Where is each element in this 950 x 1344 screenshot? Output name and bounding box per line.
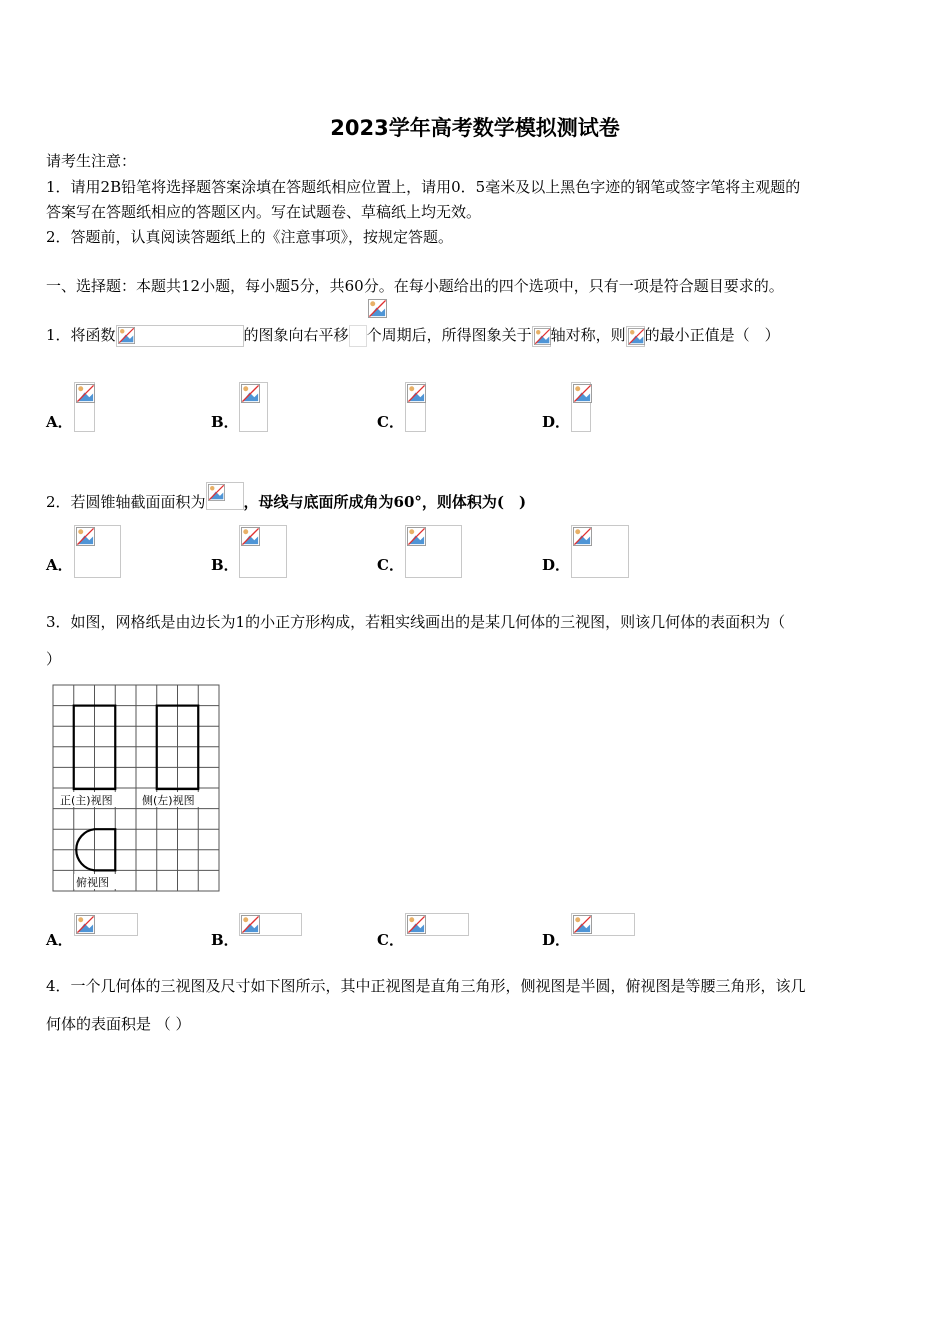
- q3-option-b-image: [239, 913, 302, 936]
- question-4: 4．一个几何体的三视图及尺寸如下图所示，其中正视图是直角三角形，侧视图是半圆，俯视图是等腰三角形，该几: [46, 977, 806, 995]
- q3-option-d-label: D．: [542, 931, 571, 949]
- q1-option-c-label: C．: [377, 413, 404, 431]
- q1-text-1: 1．将函数: [46, 326, 116, 344]
- broken-image-icon: [407, 384, 426, 403]
- q2-option-d-image: [571, 525, 629, 578]
- section-heading: 一、选择题：本题共12小题，每小题5分，共60分。在每小题给出的四个选项中，只有一项是符合题目要求的。: [46, 277, 784, 295]
- notice-item-2: 2．答题前，认真阅读答题纸上的《注意事项》，按规定答题。: [46, 228, 454, 246]
- q1-option-a-label: A．: [46, 413, 73, 431]
- q2-option-c-label: C．: [377, 556, 404, 574]
- broken-image-icon: [76, 527, 95, 546]
- broken-image-icon: [628, 328, 645, 345]
- broken-image-icon: [573, 384, 592, 403]
- question-3: 3．如图，网格纸是由边长为1的小正方形构成，若粗实线画出的是某几何体的三视图，则该几何体的表面积为（: [46, 613, 786, 631]
- formula-image: [116, 325, 244, 347]
- q2-option-b-image: [239, 525, 287, 578]
- broken-image-icon: [573, 915, 592, 934]
- broken-image-icon: [208, 484, 225, 501]
- q1-text-4: 轴对称，则: [550, 326, 626, 344]
- formula-image: [532, 326, 551, 347]
- broken-image-icon: [368, 299, 387, 318]
- q1-option-d-image: [571, 382, 591, 432]
- q1-option-d-label: D．: [542, 413, 571, 431]
- q2-option-c-image: [405, 525, 462, 578]
- broken-image-icon: [407, 527, 426, 546]
- q2-text-2: ，母线与底面所成角为60°，则体积为( ): [243, 493, 527, 511]
- broken-image-icon: [407, 915, 426, 934]
- broken-image-icon: [534, 328, 551, 345]
- q1-option-a-image: [74, 382, 95, 432]
- q2-option-b-label: B．: [211, 556, 239, 574]
- question-1: [46, 325, 780, 347]
- q3-option-d-image: [571, 913, 635, 936]
- broken-image-icon: [241, 384, 260, 403]
- three-view-figure: [52, 684, 220, 894]
- q1-option-b-label: B．: [211, 413, 239, 431]
- broken-image-icon: [76, 384, 95, 403]
- broken-image-icon: [76, 915, 95, 934]
- notice-item-1-cont: 答案写在答题纸相应的答题区内。写在试题卷、草稿纸上均无效。: [46, 203, 482, 221]
- front-view-label: 正(主)视图: [60, 794, 113, 807]
- q3-option-a-label: A．: [46, 931, 73, 949]
- q1-option-b-image: [239, 382, 268, 432]
- q1-text-5: 的最小正值是（ ）: [644, 326, 780, 344]
- formula-image: [206, 482, 244, 510]
- broken-image-icon: [241, 915, 260, 934]
- q3-option-c-image: [405, 913, 469, 936]
- broken-image-icon: [118, 327, 135, 344]
- notice-heading: 请考生注意：: [46, 152, 137, 170]
- q1-option-c-image: [405, 382, 426, 432]
- q2-option-a-image: [74, 525, 121, 578]
- q3-option-c-label: C．: [377, 931, 404, 949]
- q1-text-2: 的图象向右平移: [243, 326, 349, 344]
- q1-text-3: 个周期后，所得图象关于: [366, 326, 532, 344]
- formula-image: [349, 325, 367, 347]
- side-view-label: 侧(左)视图: [142, 794, 195, 807]
- q2-option-d-label: D．: [542, 556, 571, 574]
- broken-image-icon: [573, 527, 592, 546]
- question-4-cont: 何体的表面积是 （ ）: [46, 1015, 191, 1033]
- page-title: 2023学年高考数学模拟测试卷: [330, 116, 620, 140]
- q3-option-a-image: [74, 913, 138, 936]
- formula-image: [626, 326, 645, 347]
- question-2: [46, 482, 526, 512]
- question-3-cont: ）: [46, 650, 62, 668]
- q2-option-a-label: A．: [46, 556, 73, 574]
- q3-option-b-label: B．: [211, 931, 239, 949]
- notice-item-1: 1．请用2B铅笔将选择题答案涂填在答题纸相应位置上，请用0．5毫米及以上黑色字迹的钢笔或签字笔将主观题的: [46, 178, 801, 196]
- q2-text-1: 2．若圆锥轴截面面积为: [46, 493, 206, 511]
- top-view-label: 俯视图: [76, 876, 109, 889]
- broken-image-icon: [241, 527, 260, 546]
